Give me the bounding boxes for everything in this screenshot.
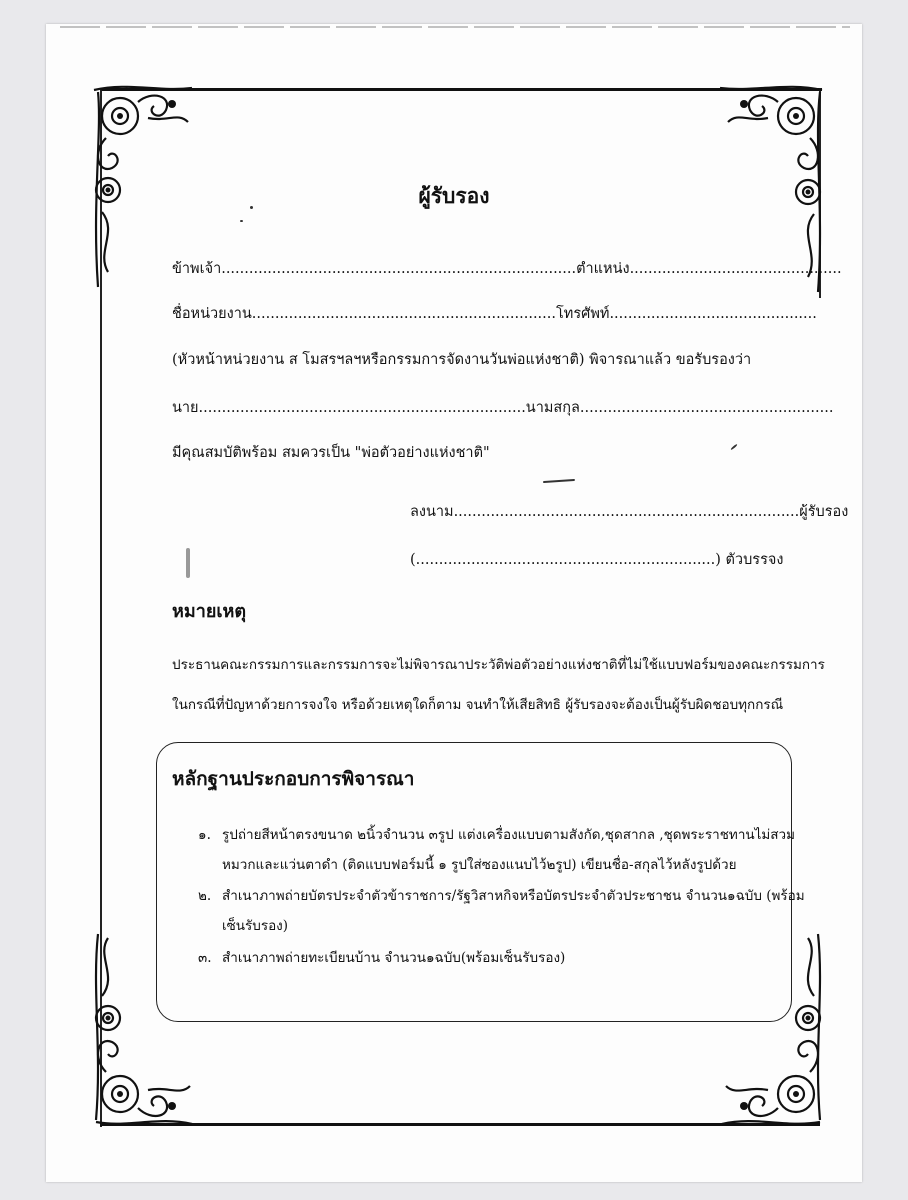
note-text: ประธานคณะกรรมการและกรรมการจะไม่พิจารณาประวัติพ่อตัวอย่างแห่งชาติที่ไม่ใช้แบบฟอร์มของคณะกรรมการ <box>172 657 825 673</box>
declarant-name-field: ข้าพเจ้า.............................................................................ตำแหน่ง.............................................. <box>172 261 842 277</box>
evidence-heading: หลักฐานประกอบการพิจารณา <box>172 768 415 790</box>
evidence-item-text: หมวกและแว่นตาดำ (ติดแบบฟอร์มนี้ ๑ รูปใส่ซองแนบไว้๒รูป) เขียนชื่อ-สกุลไว้หลังรูปด้วย <box>222 857 737 873</box>
evidence-item-number: ๒. <box>198 888 212 904</box>
scan-speck <box>240 220 243 222</box>
evidence-item-text: รูปถ่ายสีหน้าตรงขนาด ๒นิ้วจำนวน ๓รูป แต่งเครื่องแบบตามสังกัด,ชุดสากล ,ชุดพระราชทานไม่สวม <box>222 827 796 843</box>
certification-statement: (หัวหน้าหน่วยงาน ส โมสรฯลฯหรือกรรมการจัดงานวันพ่อแห่งชาติ) พิจารณาแล้ว ขอรับรองว่า <box>172 352 752 368</box>
scan-speck <box>186 548 190 578</box>
signature-name-line: (.................................................................) ตัวบรรจง <box>410 552 784 568</box>
nominee-name-field: นาย.......................................................................นามสกุล....................................................... <box>172 400 834 416</box>
qualification-statement: มีคุณสมบัติพร้อม สมควรเป็น "พ่อตัวอย่างแห่งชาติ" <box>172 445 490 461</box>
signature-line: ลงนาม...........................................................................ผู้รับรอง <box>410 504 849 520</box>
scan-edge-line <box>60 26 850 28</box>
evidence-item-number: ๑. <box>198 827 211 843</box>
note-text: ในกรณีที่ปัญหาด้วยการจงใจ หรือด้วยเหตุใดก็ตาม จนทำให้เสียสิทธิ ผู้รับรองจะต้องเป็นผู้รับผิดชอบทุกกรณี <box>172 697 784 713</box>
document-title: ผู้รับรอง <box>418 183 490 208</box>
page-border-bottom <box>100 1123 820 1126</box>
evidence-item-text: สำเนาภาพถ่ายทะเบียนบ้าน จำนวน๑ฉบับ(พร้อมเซ็นรับรอง) <box>222 950 566 966</box>
evidence-item-text: สำเนาภาพถ่ายบัตรประจำตัวข้าราชการ/รัฐวิสาหกิจหรือบัตรประจำตัวประชาชน จำนวน๑ฉบับ (พร้อม <box>222 888 805 904</box>
evidence-item-text: เซ็นรับรอง) <box>222 918 289 934</box>
note-heading: หมายเหตุ <box>172 601 247 622</box>
agency-phone-field: ชื่อหน่วยงาน..................................................................โทรศัพท์............................................. <box>172 306 817 322</box>
evidence-item-number: ๓. <box>198 950 212 966</box>
